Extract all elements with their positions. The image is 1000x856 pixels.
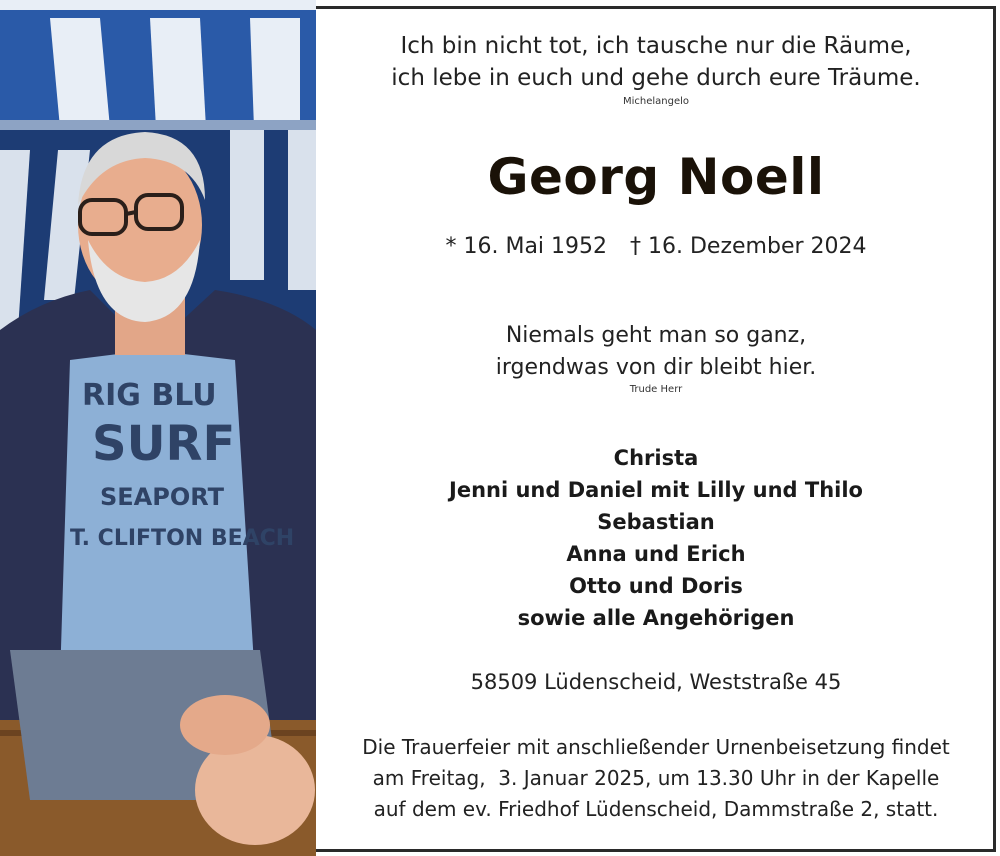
funeral-notice-line: Die Trauerfeier mit anschließender Urnenbeisetzung findet [362,735,950,759]
opening-quote-line: Ich bin nicht tot, ich tausche nur die Räume, [400,33,912,59]
mourner-line: Christa [613,446,699,470]
shirt-text-3: SEAPORT [100,483,225,511]
funeral-notice [316,732,996,825]
death-date: † 16. Dezember 2024 [630,234,867,259]
funeral-notice-line: auf dem ev. Friedhof Lüdenscheid, Dammstraße 2, statt. [373,797,939,821]
birth-date: * 16. Mai 1952 [445,234,608,259]
opening-quote-author: Michelangelo [622,96,690,107]
middle-quote-line: Niemals geht man so ganz, [505,323,807,348]
middle-quote-author: Trude Herr [629,384,683,395]
shirt-text-2: SURF [92,416,236,472]
mourners-list [316,442,996,634]
shirt-text-1: RIG BLU [82,378,217,413]
obituary-text [316,0,996,856]
mourner-line: Anna und Erich [566,542,746,566]
deceased-name: Georg Noell [487,148,825,206]
opening-quote-line: ich lebe in euch und gehe durch eure Träume. [391,65,921,91]
shirt-text-4: T. CLIFTON BEACH [70,526,295,551]
funeral-notice-line: am Freitag, 3. Januar 2025, um 13.30 Uhr in der Kapelle [372,766,940,790]
mourner-line: Jenni und Daniel mit Lilly und Thilo [449,478,863,502]
middle-quote-line: irgendwas von dir bleibt hier. [495,355,817,380]
life-dates [316,234,996,259]
portrait-photo [0,0,316,856]
mourner-line: Otto und Doris [569,574,743,598]
opening-quote [316,30,996,94]
mourner-line: Sebastian [597,510,715,534]
middle-quote [316,320,996,384]
portrait-illustration [0,0,316,856]
family-address: 58509 Lüdenscheid, Weststraße 45 [470,670,842,694]
mourner-line: sowie alle Angehörigen [517,606,795,630]
